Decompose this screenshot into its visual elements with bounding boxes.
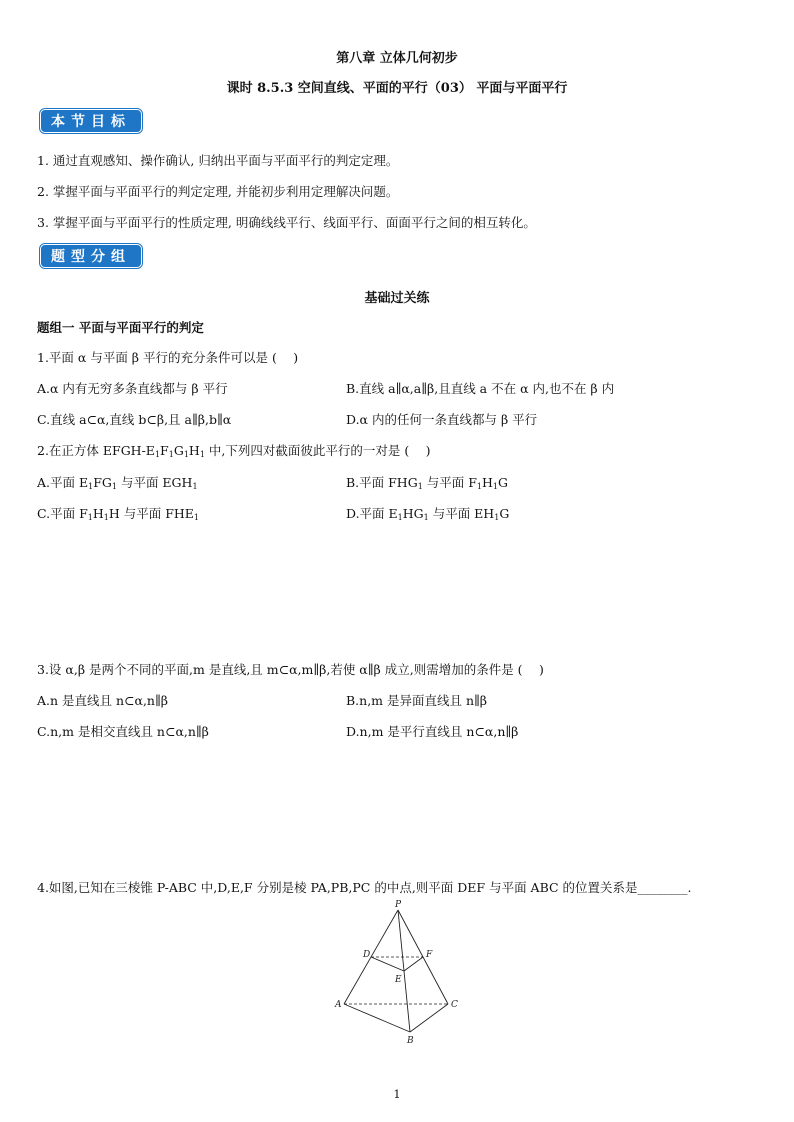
goal-item: 3. 掌握平面与平面平行的性质定理, 明确线线平行、线面平行、面面平行之间的相互转化。 <box>37 215 536 230</box>
label-F: F <box>426 950 433 960</box>
q2-option-d: D.平面 $E_1HG_1$ 与平面 $EH_1G$ <box>346 506 510 522</box>
practice-subtitle: 基础过关练 <box>364 291 430 306</box>
edge-DE <box>371 957 404 971</box>
pyramid-figure <box>330 898 470 1046</box>
label-E: E <box>395 975 402 985</box>
q1-option-b: B.直线 a∥α,a∥β,且直线 a 不在 α 内,也不在 β 内 <box>346 381 615 396</box>
q2-option-a: A.平面 $E_1FG_1$ 与平面 $EGH_1$ <box>37 475 198 491</box>
label-P: P <box>395 900 402 910</box>
q2-option-c: C.平面 $F_1H_1H$ 与平面 $FHE_1$ <box>37 506 199 522</box>
section-badge-goals: 本节目标 <box>40 109 142 133</box>
group1-title: 题组一 平面与平面平行的判定 <box>37 320 204 335</box>
label-D: D <box>363 950 371 960</box>
q3-option-a: A.n 是直线且 n⊂α,n∥β <box>37 693 168 708</box>
q3-option-b: B.n,m 是异面直线且 n∥β <box>346 693 488 708</box>
q4-stem: 4.如图,已知在三棱锥 P-ABC 中,D,E,F 分别是棱 PA,PB,PC 的中点,则平面 DEF 与平面 ABC 的位置关系是________. <box>37 880 692 895</box>
q1-option-d: D.α 内的任何一条直线都与 β 平行 <box>346 412 538 427</box>
q2-stem: 2.在正方体 EFGH-$E_1F_1G_1H_1$ 中,下列四对截面彼此平行的一对是 ( ) <box>37 443 431 459</box>
goal-item: 1. 通过直观感知、操作确认, 归纳出平面与平面平行的判定定理。 <box>37 153 399 168</box>
q1-option-c: C.直线 a⊂α,直线 b⊂β,且 a∥β,b∥α <box>37 412 232 427</box>
q3-option-c: C.n,m 是相交直线且 n⊂α,n∥β <box>37 724 209 739</box>
edge-EF <box>404 957 423 971</box>
chapter-title: 第八章 立体几何初步 <box>336 51 458 66</box>
label-B: B <box>407 1036 414 1046</box>
edge-AB <box>344 1004 410 1032</box>
q1-stem: 1.平面 α 与平面 β 平行的充分条件可以是 ( ) <box>37 350 299 365</box>
edge-BC <box>410 1004 448 1032</box>
lesson-title: 课时 8.5.3 空间直线、平面的平行（03） 平面与平面平行 <box>226 81 568 96</box>
q2-option-b: B.平面 $FHG_1$ 与平面 $F_1H_1G$ <box>346 475 509 491</box>
goal-item: 2. 掌握平面与平面平行的判定定理, 并能初步利用定理解决问题。 <box>37 184 399 199</box>
page-number: 1 <box>393 1088 401 1101</box>
q3-stem: 3.设 α,β 是两个不同的平面,m 是直线,且 m⊂α,m∥β,若使 α∥β 成立,则需增加的条件是 ( ) <box>37 662 544 677</box>
q1-option-a: A.α 内有无穷多条直线都与 β 平行 <box>37 381 228 396</box>
label-C: C <box>451 1000 458 1010</box>
label-A: A <box>335 1000 342 1010</box>
q3-option-d: D.n,m 是平行直线且 n⊂α,n∥β <box>346 724 519 739</box>
section-badge-question-groups: 题型分组 <box>40 244 142 268</box>
